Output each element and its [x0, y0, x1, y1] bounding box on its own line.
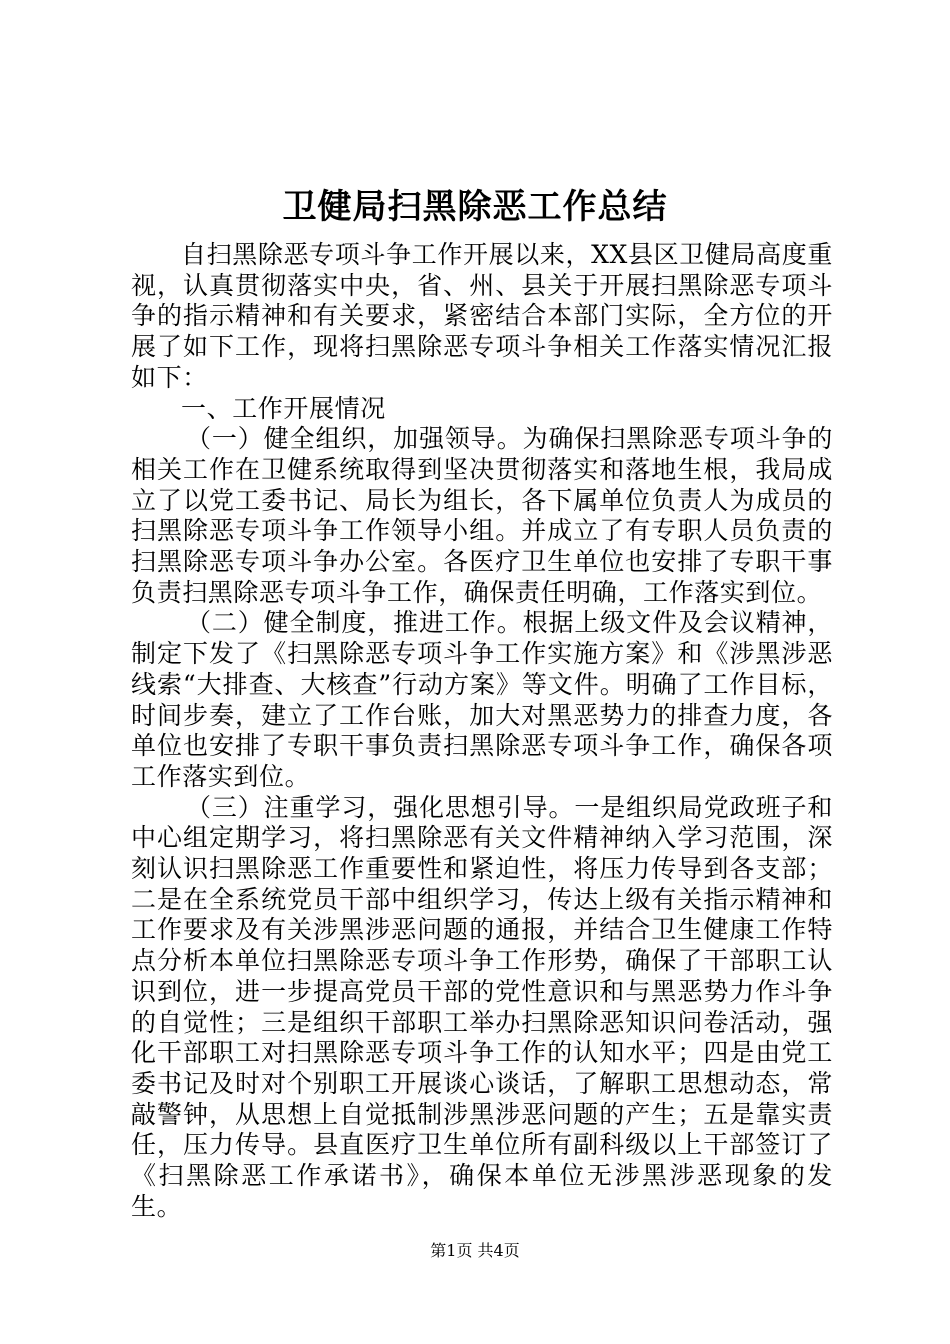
document-body	[131, 240, 833, 1223]
subsection-paragraph-1: （一）健全组织，加强领导。为确保扫黑除恶专项斗争的相关工作在卫健系统取得到坚决贯彻落实和落地生根，我局成立了以党工委书记、局长为组长，各下属单位负责人为成员的扫黑除恶专项斗争工作领导小组。并成立了有专职人员负责的扫黑除恶专项斗争办公室。各医疗卫生单位也安排了专职干事负责扫黑除恶专项斗争工作，确保责任明确，工作落实到位。	[131, 424, 833, 607]
section-heading: 一、工作开展情况	[181, 393, 386, 423]
document-title: 卫健局扫黑除恶工作总结	[282, 187, 668, 227]
page-number-footer: 第1页 共4页	[430, 1241, 520, 1260]
subsection-paragraph-2: （二）健全制度，推进工作。根据上级文件及会议精神，制定下发了《扫黑除恶专项斗争工作实施方案》和《涉黑涉恶线索“大排查、大核查”行动方案》等文件。明确了工作目标，时间步奏，建立了工作台账，加大对黑恶势力的排查力度，各单位也安排了专职干事负责扫黑除恶专项斗争工作，确保各项工作落实到位。	[131, 608, 833, 791]
subsection-paragraph-3: （三）注重学习，强化思想引导。一是组织局党政班子和中心组定期学习，将扫黑除恶有关文件精神纳入学习范围，深刻认识扫黑除恶工作重要性和紧迫性，将压力传导到各支部；二是在全系统党员干部中组织学习，传达上级有关指示精神和工作要求及有关涉黑涉恶问题的通报，并结合卫生健康工作特点分析本单位扫黑除恶专项斗争工作形势，确保了干部职工认识到位，进一步提高党员干部的党性意识和与黑恶势力作斗争的自觉性；三是组织干部职工举办扫黑除恶知识问卷活动，强化干部职工对扫黑除恶专项斗争工作的认知水平；四是由党工委书记及时对个别职工开展谈心谈话，了解职工思想动态，常敲警钟，从思想上自觉抵制涉黑涉恶问题的产生；五是靠实责任，压力传导。县直医疗卫生单位所有副科级以上干部签订了《扫黑除恶工作承诺书》，确保本单位无涉黑涉恶现象的发生。	[131, 792, 833, 1221]
intro-paragraph: 自扫黑除恶专项斗争工作开展以来，XX县区卫健局高度重视，认真贯彻落实中央，省、州、县关于开展扫黑除恶专项斗争的指示精神和有关要求，紧密结合本部门实际，全方位的开展了如下工作，现将扫黑除恶专项斗争相关工作落实情况汇报如下：	[131, 240, 833, 392]
